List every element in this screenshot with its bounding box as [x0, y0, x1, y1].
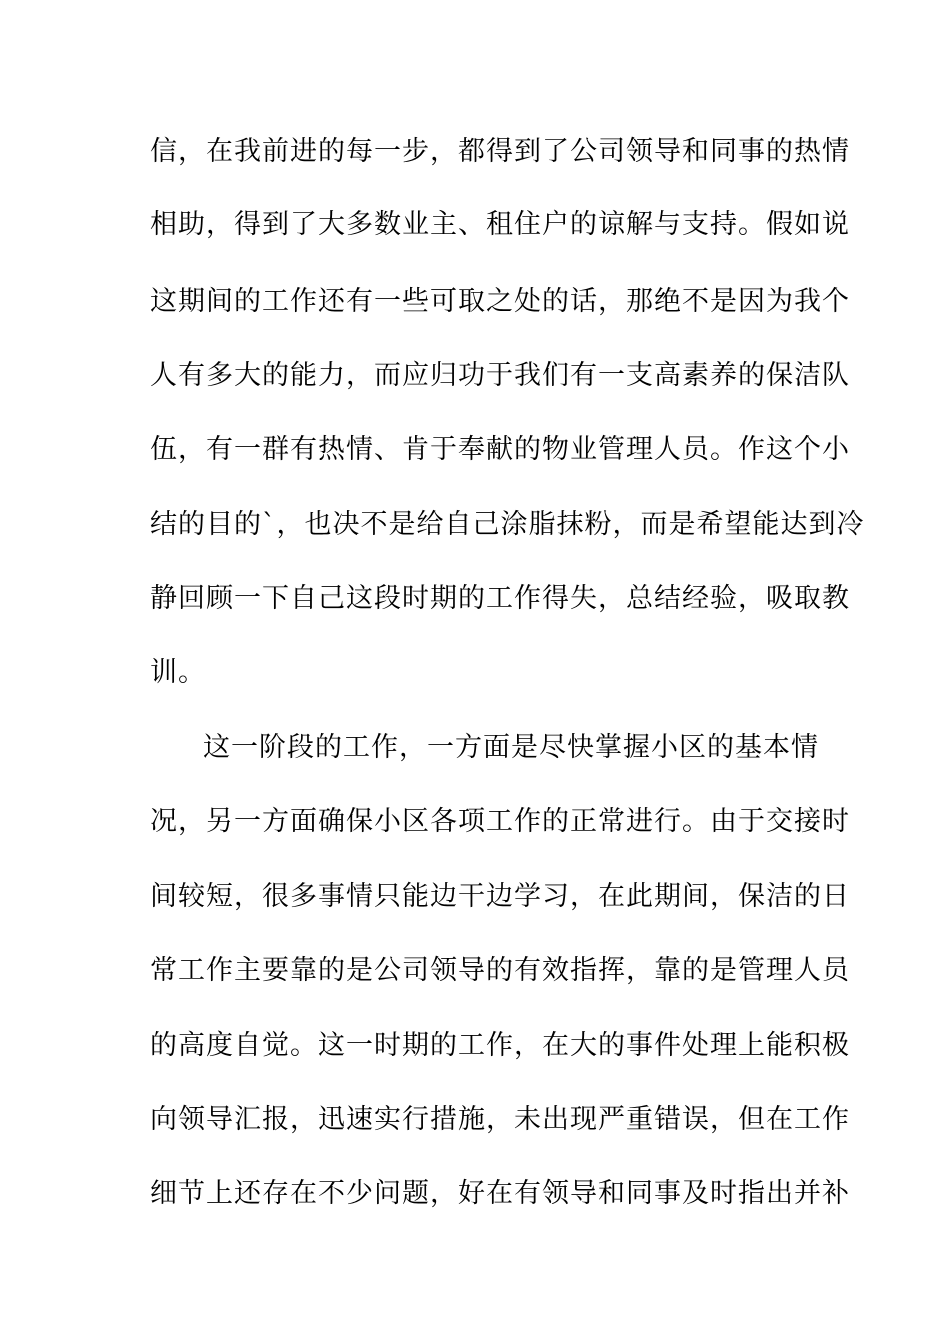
- text-line: 常工作主要靠的是公司领导的有效指挥，靠的是管理人员: [150, 955, 850, 986]
- text-line: 伍，有一群有热情、肯于奉献的物业管理人员。作这个小: [150, 434, 850, 465]
- text-line: 结的目的`，也决不是给自己涂脂抹粉，而是希望能达到冷: [150, 509, 865, 540]
- text-line: 这一阶段的工作，一方面是尽快掌握小区的基本情: [203, 732, 819, 763]
- text-line: 间较短，很多事情只能边干边学习，在此期间，保洁的日: [150, 881, 850, 912]
- text-line: 况，另一方面确保小区各项工作的正常进行。由于交接时: [150, 806, 850, 837]
- text-line: 信，在我前进的每一步，都得到了公司领导和同事的热情: [150, 136, 850, 167]
- text-line: 细节上还存在不少问题，好在有领导和同事及时指出并补: [150, 1178, 850, 1209]
- text-line: 相助，得到了大多数业主、租住户的谅解与支持。假如说: [150, 209, 850, 240]
- text-line: 这期间的工作还有一些可取之处的话，那绝不是因为我个: [150, 286, 850, 317]
- text-line: 静回顾一下自己这段时期的工作得失，总结经验，吸取教: [150, 583, 850, 614]
- text-line: 向领导汇报，迅速实行措施，未出现严重错误，但在工作: [150, 1104, 850, 1135]
- text-line: 人有多大的能力，而应归功于我们有一支高素养的保洁队: [150, 360, 850, 391]
- text-line: 训。: [150, 657, 206, 688]
- text-line: 的高度自觉。这一时期的工作，在大的事件处理上能积极: [150, 1030, 850, 1061]
